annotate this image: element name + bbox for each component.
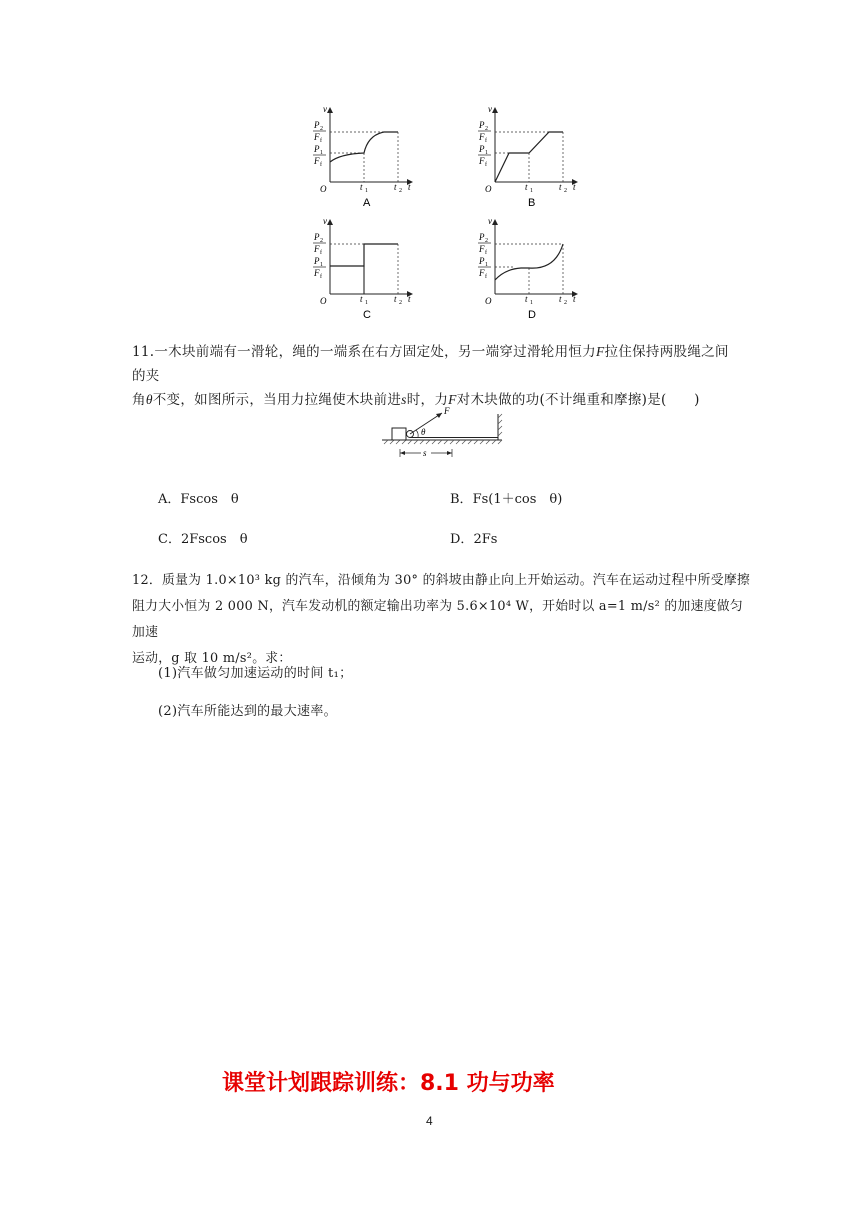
svg-text:t: t bbox=[394, 182, 397, 192]
svg-text:2: 2 bbox=[485, 238, 488, 244]
svg-text:f: f bbox=[485, 274, 487, 280]
q12-line1: 12．质量为 1.0×10³ kg 的汽车，沿倾角为 30° 的斜坡由静止向上开始运动。汽车在运动过程中所受摩擦 bbox=[132, 573, 751, 588]
svg-text:F: F bbox=[314, 268, 320, 278]
q12-line2: 阻力大小恒为 2 000 N，汽车发动机的额定输出功率为 5.6×10⁴ W，开始时以 a=1 m/s² 的加速度做匀加速 bbox=[132, 599, 743, 640]
svg-text:F: F bbox=[479, 244, 485, 254]
svg-text:F: F bbox=[479, 132, 485, 142]
svg-text:P: P bbox=[479, 144, 485, 154]
svg-text:P: P bbox=[314, 120, 320, 130]
svg-text:t: t bbox=[394, 294, 397, 304]
graph-c bbox=[313, 216, 412, 321]
svg-text:2: 2 bbox=[564, 188, 567, 194]
q11-line1: 11.一木块前端有一滑轮，绳的一端系在右方固定处，另一端穿过滑轮用恒力F拉住保持两股绳之间的夹 bbox=[132, 344, 729, 384]
svg-text:1: 1 bbox=[530, 188, 533, 194]
svg-text:t: t bbox=[408, 294, 411, 304]
graph-label-b: B bbox=[528, 197, 536, 209]
svg-text:P: P bbox=[314, 232, 320, 242]
q11-option-a: A．Fscos θ bbox=[158, 492, 239, 507]
svg-text:t: t bbox=[559, 182, 562, 192]
svg-text:t: t bbox=[360, 182, 363, 192]
svg-text:t: t bbox=[573, 294, 576, 304]
svg-text:t: t bbox=[559, 294, 562, 304]
page-number: 4 bbox=[426, 1114, 433, 1128]
footer-title: 课堂计划跟踪训练：8.1 功与功率 bbox=[222, 1071, 555, 1096]
svg-text:F: F bbox=[314, 132, 320, 142]
distance-label: s bbox=[423, 448, 427, 458]
origin-label: O bbox=[320, 184, 327, 194]
svg-text:P: P bbox=[479, 232, 485, 242]
graph-label-d: D bbox=[528, 309, 536, 321]
svg-text:f: f bbox=[485, 162, 487, 168]
graph-d bbox=[478, 216, 577, 321]
svg-text:1: 1 bbox=[320, 262, 323, 268]
svg-text:f: f bbox=[485, 138, 487, 144]
svg-text:F: F bbox=[314, 156, 320, 166]
graph-a bbox=[313, 104, 412, 209]
angle-label: θ bbox=[421, 427, 426, 437]
svg-text:2: 2 bbox=[564, 300, 567, 306]
svg-text:v: v bbox=[488, 216, 492, 226]
axis-t-label: t bbox=[408, 182, 411, 192]
svg-text:t: t bbox=[525, 294, 528, 304]
force-label: F bbox=[444, 406, 450, 416]
svg-text:v: v bbox=[488, 104, 492, 114]
graph-label-c: C bbox=[363, 309, 371, 321]
svg-text:2: 2 bbox=[399, 300, 402, 306]
svg-text:2: 2 bbox=[320, 238, 323, 244]
svg-text:1: 1 bbox=[365, 188, 368, 194]
q11-line2: 角θ不变，如图所示，当用力拉绳使木块前进s时，力F对木块做的功(不计绳重和摩擦)是( ) bbox=[132, 392, 700, 408]
svg-text:2: 2 bbox=[399, 188, 402, 194]
svg-text:1: 1 bbox=[320, 150, 323, 156]
svg-text:F: F bbox=[479, 156, 485, 166]
svg-text:2: 2 bbox=[485, 126, 488, 132]
vt-graphs-svg bbox=[300, 100, 600, 325]
svg-text:t: t bbox=[525, 182, 528, 192]
vt-graphs bbox=[300, 100, 600, 325]
svg-text:O: O bbox=[485, 296, 492, 306]
svg-text:P: P bbox=[479, 120, 485, 130]
q11-figure bbox=[380, 400, 510, 466]
svg-text:f: f bbox=[320, 250, 322, 256]
svg-text:t: t bbox=[573, 182, 576, 192]
q12-sub2: (2)汽车所能达到的最大速率。 bbox=[158, 704, 337, 719]
svg-text:1: 1 bbox=[485, 262, 488, 268]
svg-text:v: v bbox=[323, 216, 327, 226]
axis-v-label: v bbox=[323, 104, 327, 114]
q12-line3: 运动，g 取 10 m/s²。求： bbox=[132, 651, 292, 666]
q12-sub1: (1)汽车做匀加速运动的时间 t₁； bbox=[158, 666, 353, 681]
svg-text:1: 1 bbox=[530, 300, 533, 306]
graph-label-a: A bbox=[363, 197, 371, 209]
graph-b bbox=[478, 104, 577, 209]
svg-text:1: 1 bbox=[485, 150, 488, 156]
svg-text:1: 1 bbox=[365, 300, 368, 306]
svg-text:P: P bbox=[314, 256, 320, 266]
svg-text:2: 2 bbox=[320, 126, 323, 132]
svg-text:F: F bbox=[479, 268, 485, 278]
svg-text:P: P bbox=[479, 256, 485, 266]
svg-text:f: f bbox=[320, 274, 322, 280]
svg-text:f: f bbox=[320, 138, 322, 144]
svg-text:O: O bbox=[320, 296, 327, 306]
svg-text:F: F bbox=[314, 244, 320, 254]
q11-option-b: B．Fs(1＋cos θ) bbox=[450, 492, 563, 507]
svg-text:f: f bbox=[485, 250, 487, 256]
svg-text:f: f bbox=[320, 162, 322, 168]
q11-option-c: C．2Fscos θ bbox=[158, 532, 248, 547]
svg-text:O: O bbox=[485, 184, 492, 194]
svg-text:t: t bbox=[360, 294, 363, 304]
q11-option-d: D．2Fs bbox=[450, 532, 498, 547]
q12-stem bbox=[132, 568, 752, 672]
svg-text:P: P bbox=[314, 144, 320, 154]
